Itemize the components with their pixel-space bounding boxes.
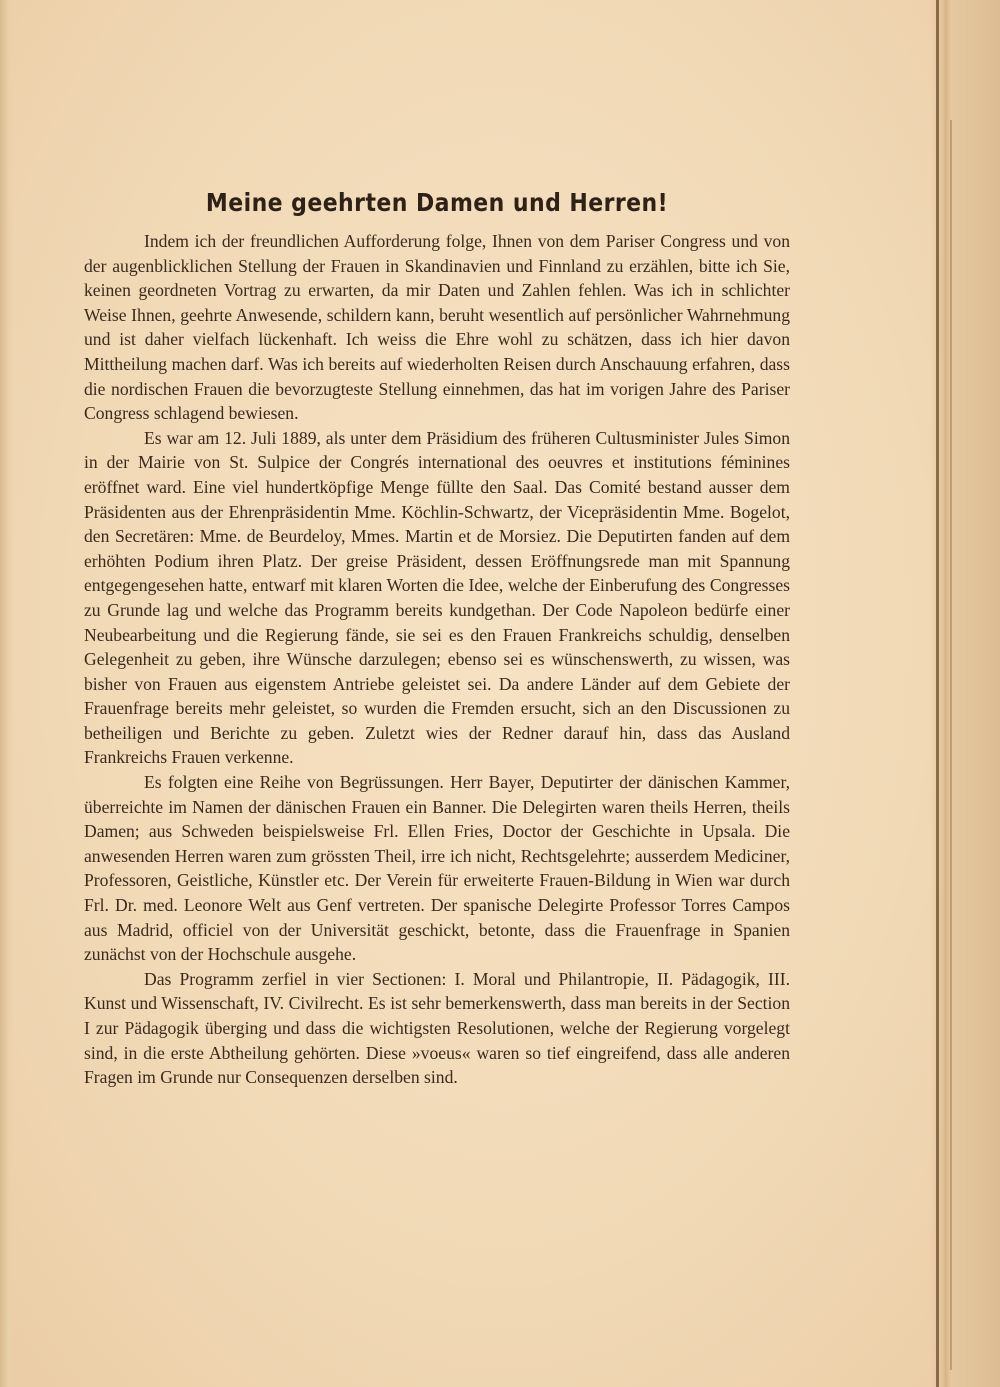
paragraph-3: Es folgten eine Reihe von Begrüssungen. Herr Bayer, Deputirter der dänischen Kammer, überreichte im Namen der dänischen Frauen ein Banner. Die Delegirten waren theils Herren, theils Damen; aus Schweden beispielsweise Frl. Ellen Fries, Doctor der Geschichte in Upsala. Die anwesenden Herren waren zum grössten Theil, irre ich nicht, Rechtsgelehrte; ausserdem Mediciner, Professoren, Geistliche, Künstler etc. Der Verein für erweiterte Frauen-Bildung in Wien war durch Frl. Dr. med. Leonore Welt aus Genf vertreten. Der spanische Delegirte Professor Torres Campos aus Madrid, officiel von der Universität geschickt, betonte, dass die Frauenfrage in Spanien zunächst von der Hochschule ausgehe. xyxy=(84,772,790,965)
document-body xyxy=(84,188,790,1090)
page-heading: Meine geehrten Damen und Herren! xyxy=(205,188,669,217)
binding-inner-line xyxy=(950,120,952,1370)
left-page-edge xyxy=(0,0,14,1387)
paragraph-1: Indem ich der freundlichen Aufforderung folge, Ihnen von dem Pariser Congress und von der augenblicklichen Stellung der Frauen in Skandinavien und Finnland zu erzählen, bitte ich Sie, keinen geordneten Vortrag zu erwarten, da mir Daten und Zahlen fehlen. Was ich in schlichter Weise Ihnen, geehrte Anwesende, schildern kann, beruht wesentlich auf persönlicher Wahrnehmung und ist daher vielfach lückenhaft. Ich weiss die Ehre wohl zu schätzen, dass ich hier davon Mittheilung machen darf. Was ich bereits auf wiederholten Reisen durch Anschauung erfahren, dass die nordischen Frauen die bevorzugteste Stellung einnehmen, das hat im vorigen Jahre des Pariser Congress schlagend bewiesen. xyxy=(84,231,790,424)
book-binding xyxy=(930,0,1000,1387)
paragraph-4: Das Programm zerfiel in vier Sectionen: I. Moral und Philantropie, II. Pädagogik, III. Kunst und Wissenschaft, IV. Civilrecht. Es ist sehr bemerkenswerth, dass man bereits in der Section I zur Pädagogik überging und dass die wichtigsten Resolutionen, welche der Regierung vorgelegt sind, in die erste Abtheilung gehörten. Diese »voeus« waren so tief eingreifend, dass alle anderen Fragen im Grunde nur Consequenzen derselben sind. xyxy=(84,968,790,1088)
paragraph-2: Es war am 12. Juli 1889, als unter dem Präsidium des früheren Cultusminister Jules Simon in der Mairie von St. Sulpice der Congrés international des oeuvres et institutions féminines eröffnet ward. Eine viel hundertköpfige Menge füllte den Saal. Das Comité bestand ausser dem Präsidenten aus der Ehrenpräsidentin Mme. Köchlin-Schwartz, der Vicepräsidentin Mme. Bogelot, den Secretären: Mme. de Beurdeloy, Mmes. Martin et de Morsiez. Die Deputirten fanden auf dem erhöhten Podium ihren Platz. Der greise Präsident, dessen Eröffnungsrede man mit Spannung entgegengesehen hatte, entwarf mit klaren Worten die Idee, welche der Einberufung des Congresses zu Grunde lag und welche das Programm bereits kundgethan. Der Code Napoleon bedürfe einer Neubearbeitung und die Regierung fände, sie sei es den Frauen Frankreichs schuldig, denselben Gelegenheit zu geben, ihre Wünsche darzulegen; ebenso sei es wünschenswerth, zu wissen, was bisher von Frauen aus eigenstem Antriebe geleistet sei. Da andere Länder auf dem Gebiete der Frauenfrage bereits mehr geleistet, so wurden die Fremden ersucht, sich an den Discussionen zu betheiligen und Berichte zu geben. Zuletzt wies der Redner darauf hin, dass das Ausland Frankreichs Frauen verkenne. xyxy=(84,427,790,768)
binding-spine-line xyxy=(936,0,939,1387)
